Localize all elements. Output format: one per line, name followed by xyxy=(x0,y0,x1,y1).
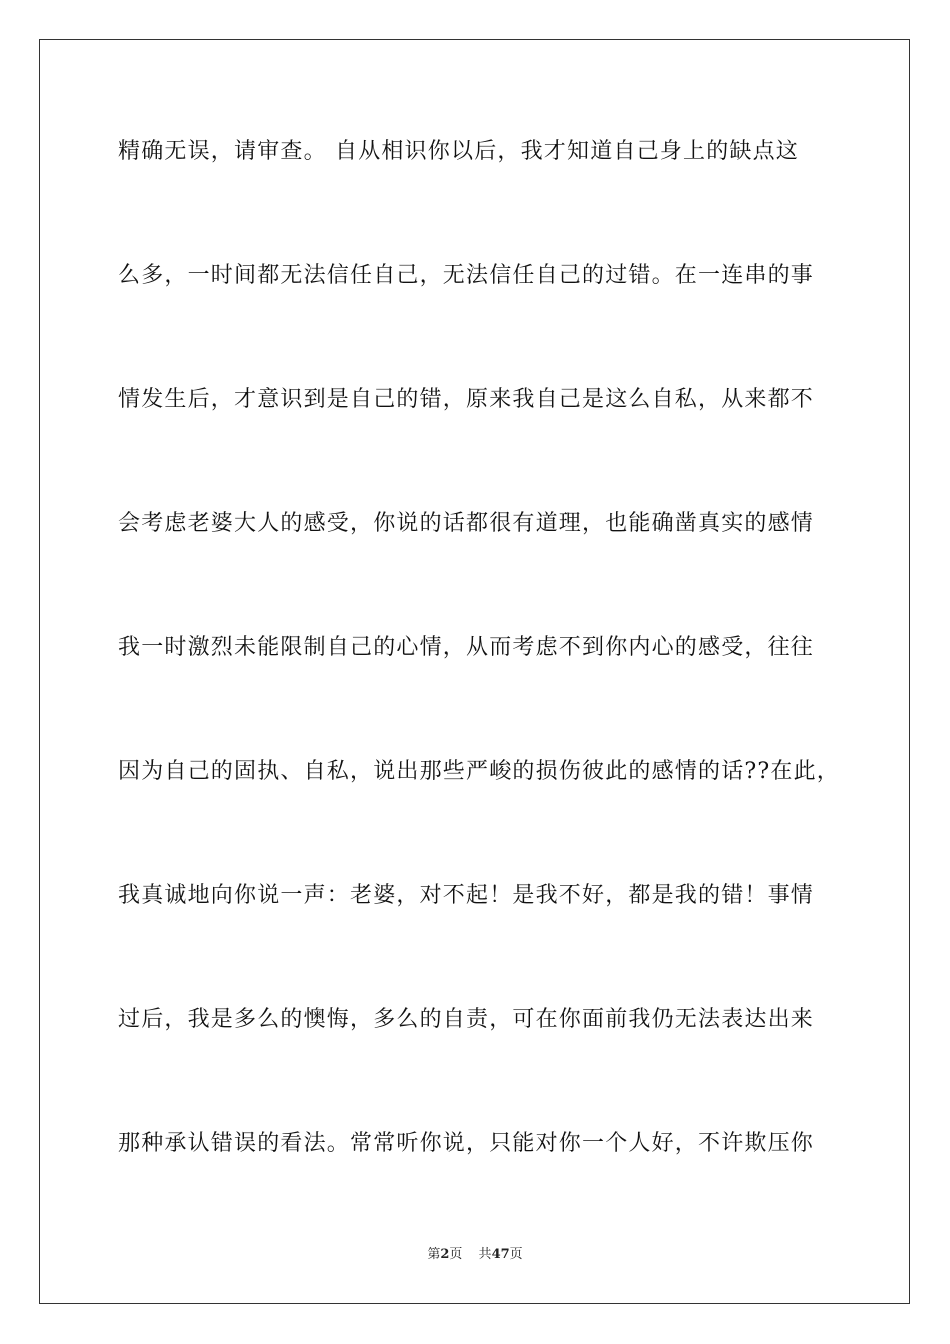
text-line-4: 会考虑老婆大人的感受，你说的话都很有道理，也能确凿真实的感情 xyxy=(118,511,815,536)
text-line-6: 因为自己的固执、自私，说出那些严峻的损伤彼此的感情的话??在此， xyxy=(118,759,840,784)
total-pages: 47 xyxy=(491,1247,510,1262)
page-footer xyxy=(0,1246,950,1264)
text-line-7: 我真诚地向你说一声：老婆，对不起！是我不好，都是我的错！事情 xyxy=(118,883,815,908)
page-frame xyxy=(39,39,910,1304)
total-pages-indicator xyxy=(479,1247,523,1262)
text-line-9: 那种承认错误的看法。常常听你说，只能对你一个人好，不许欺压你 xyxy=(118,1131,815,1156)
page-prefix: 第 xyxy=(427,1247,441,1262)
total-prefix: 共 xyxy=(478,1247,492,1262)
text-line-1: 精确无误，请审查。 自从相识你以后，我才知道自己身上的缺点这 xyxy=(118,139,799,164)
page-indicator xyxy=(427,1247,462,1262)
total-suffix: 页 xyxy=(509,1247,523,1262)
text-line-8: 过后，我是多么的懊悔，多么的自责，可在你面前我仍无法表达出来 xyxy=(118,1007,815,1032)
page-suffix: 页 xyxy=(449,1247,463,1262)
page-number: 2 xyxy=(440,1247,450,1262)
text-line-5: 我一时激烈未能限制自己的心情，从而考虑不到你内心的感受，往往 xyxy=(118,635,815,660)
text-line-2: 么多，一时间都无法信任自己，无法信任自己的过错。在一连串的事 xyxy=(118,263,815,288)
text-line-3: 情发生后，才意识到是自己的错，原来我自己是这么自私，从来都不 xyxy=(118,387,815,412)
